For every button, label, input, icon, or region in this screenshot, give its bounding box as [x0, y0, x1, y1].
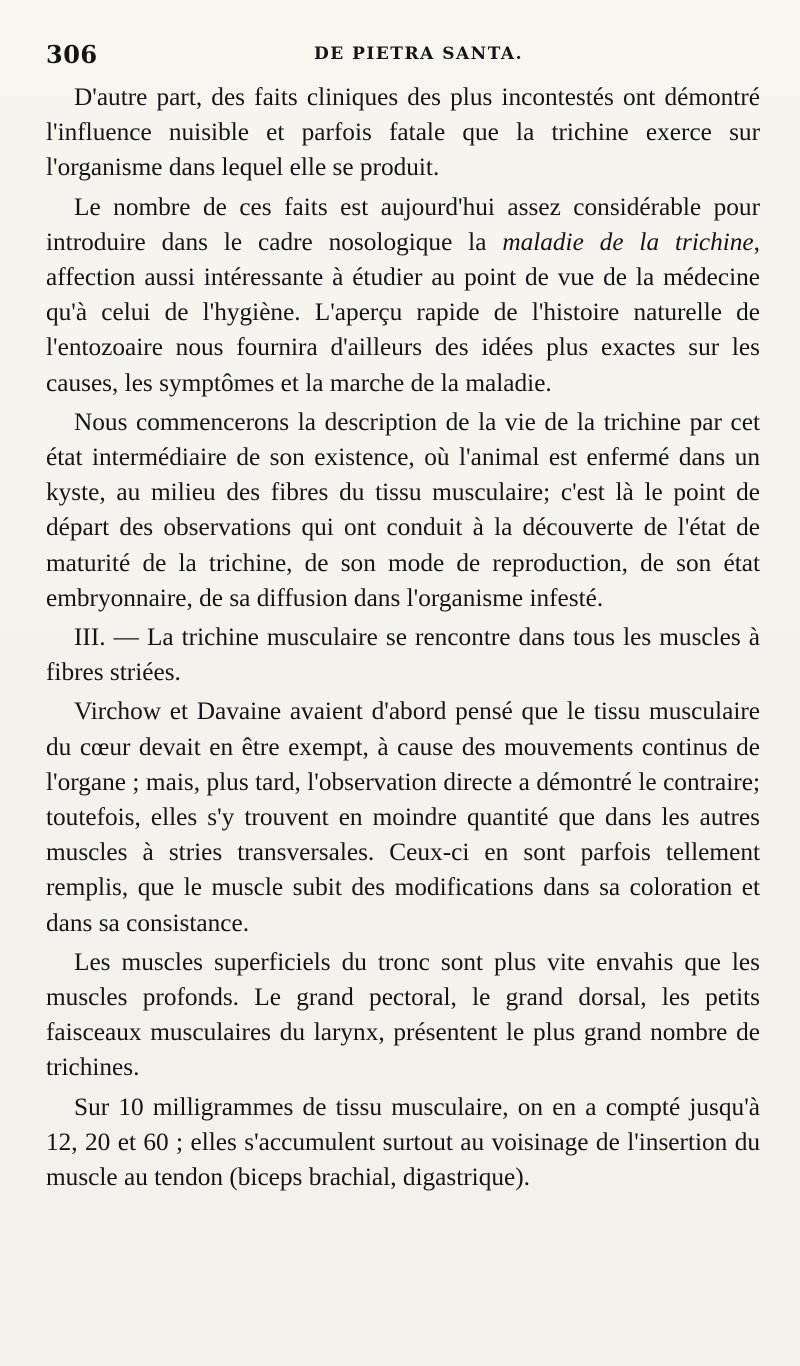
paragraph-7-text: Sur 10 milligrammes de tissu musculaire, on en a compté jusqu'à 12, 20 et 60 ; elles s'accumulent surtout au voisinage de l'insertion du muscle au tendon (biceps brachial, digastrique).	[46, 1092, 760, 1192]
page-header	[46, 40, 760, 80]
paragraph-6-text: Les muscles superficiels du tronc sont plus vite envahis que les muscles profonds. Le grand pectoral, le grand dorsal, les petits faisceaux musculaires du larynx, présentent le plus grand nombre de trichines.	[46, 947, 760, 1082]
paragraph-3-text: Nous commencerons la description de la vie de la trichine par cet état intermédiaire de son existence, où l'animal est enfermé dans un kyste, au milieu des fibres du tissu musculaire; c'est là le point de départ des observations qui ont conduit à la découverte de l'état de maturité de la trichine, de son mode de reproduction, de son état embryonnaire, de sa diffusion dans l'organisme infesté.	[46, 407, 760, 612]
paragraph-4	[46, 620, 760, 690]
page-number: 306	[46, 40, 98, 69]
paragraph-2-italic-term: maladie de la trichine	[502, 227, 754, 256]
paragraph-3	[46, 405, 760, 616]
body-text	[46, 80, 760, 1195]
paragraph-5-text: Virchow et Davaine avaient d'abord pensé que le tissu musculaire du cœur devait en être exempt, à cause des mouvements continus de l'organe ; mais, plus tard, l'observation directe a démontré le contraire; toutefois, elles s'y trouvent en moindre quantité que dans les autres muscles à stries transversales. Ceux-ci en sont parfois tellement remplis, que le muscle subit des modifications dans sa coloration et dans sa consistance.	[46, 697, 760, 937]
paragraph-4-text: — La trichine musculaire se rencontre dans tous les muscles à fibres striées.	[46, 623, 760, 687]
running-head: DE PIETRA SANTA.	[314, 44, 524, 64]
section-label: III.	[74, 623, 106, 652]
paragraph-6	[46, 945, 760, 1086]
paragraph-5	[46, 694, 760, 940]
paragraph-1-text: D'autre part, des faits cliniques des plus incontestés ont démontré l'influence nuisible et parfois fatale que la trichine exerce sur l'organisme dans lequel elle se produit.	[46, 83, 760, 182]
paragraph-2-text-end: , affection aussi intéressante à étudier au point de vue de la médecine qu'à celui de l'hygiène. L'aperçu rapide de l'histoire naturelle de l'entozoaire nous fournira d'ailleurs des idées plus exactes sur les causes, les symptômes et la marche de la maladie.	[46, 227, 760, 397]
paragraph-7	[46, 1090, 760, 1196]
paragraph-1	[46, 80, 760, 186]
paragraph-2-text-start: Le nombre de ces faits est aujourd'hui assez considérable pour introduire dans le cadre nosologique la	[46, 192, 760, 256]
paragraph-2	[46, 190, 760, 401]
